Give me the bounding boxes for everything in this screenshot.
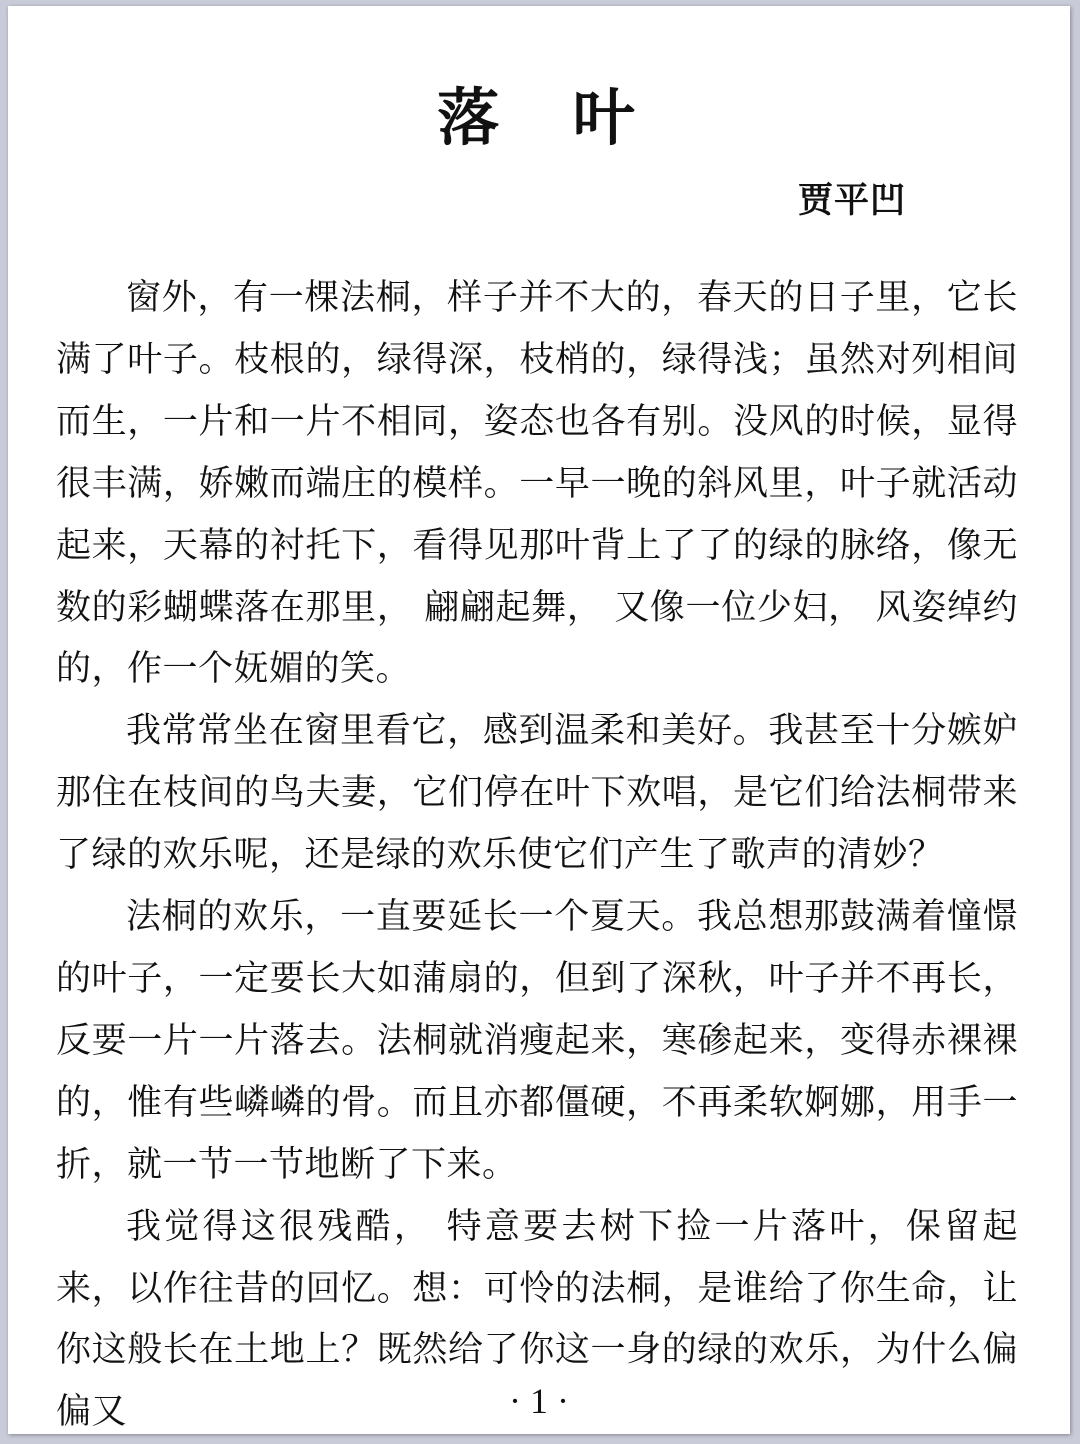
author-name: 贾平凹 [798, 180, 907, 221]
article-body [56, 268, 1018, 1444]
paragraph-3: 法桐的欢乐，一直要延长一个夏天。我总想那鼓满着憧憬的叶子，一定要长大如蒲扇的，但到了深秋，叶子并不再长，反要一片一片落去。法桐就消瘦起来，寒碜起来，变得赤裸裸的，惟有些嶙嶙的骨。而且亦都僵硬，不再柔软婀娜，用手一折，就一节一节地断了下来。 [56, 897, 1018, 1185]
document-page [8, 6, 1070, 1434]
paragraph-2: 我常常坐在窗里看它，感到温柔和美好。我甚至十分嫉妒那住在枝间的鸟夫妻，它们停在叶下欢唱，是它们给法桐带来了绿的欢乐呢，还是绿的欢乐使它们产生了歌声的清妙？ [56, 711, 1018, 876]
page-title: 落 叶 [437, 81, 661, 154]
paragraph-4: 我觉得这很残酷， 特意要去树下捡一片落叶，保留起来，以作往昔的回忆。想：可怜的法桐，是谁给了你生命，让你这般长在土地上？既然给了你这一身的绿的欢乐，为什么偏偏又 [56, 1206, 1018, 1433]
page-number: · 1 · [509, 1381, 569, 1421]
paragraph-1: 窗外，有一棵法桐，样子并不大的，春天的日子里，它长满了叶子。枝根的，绿得深，枝梢的，绿得浅；虽然对列相间而生，一片和一片不相同，姿态也各有别。没风的时候，显得很丰满，娇嫩而端庄的模样。一早一晚的斜风里，叶子就活动起来，天幕的衬托下，看得见那叶背上了了的绿的脉络，像无数的彩蝴蝶落在那里， 翩翩起舞， 又像一位少妇， 风姿绰约的，作一个妩媚的笑。 [56, 278, 1018, 690]
